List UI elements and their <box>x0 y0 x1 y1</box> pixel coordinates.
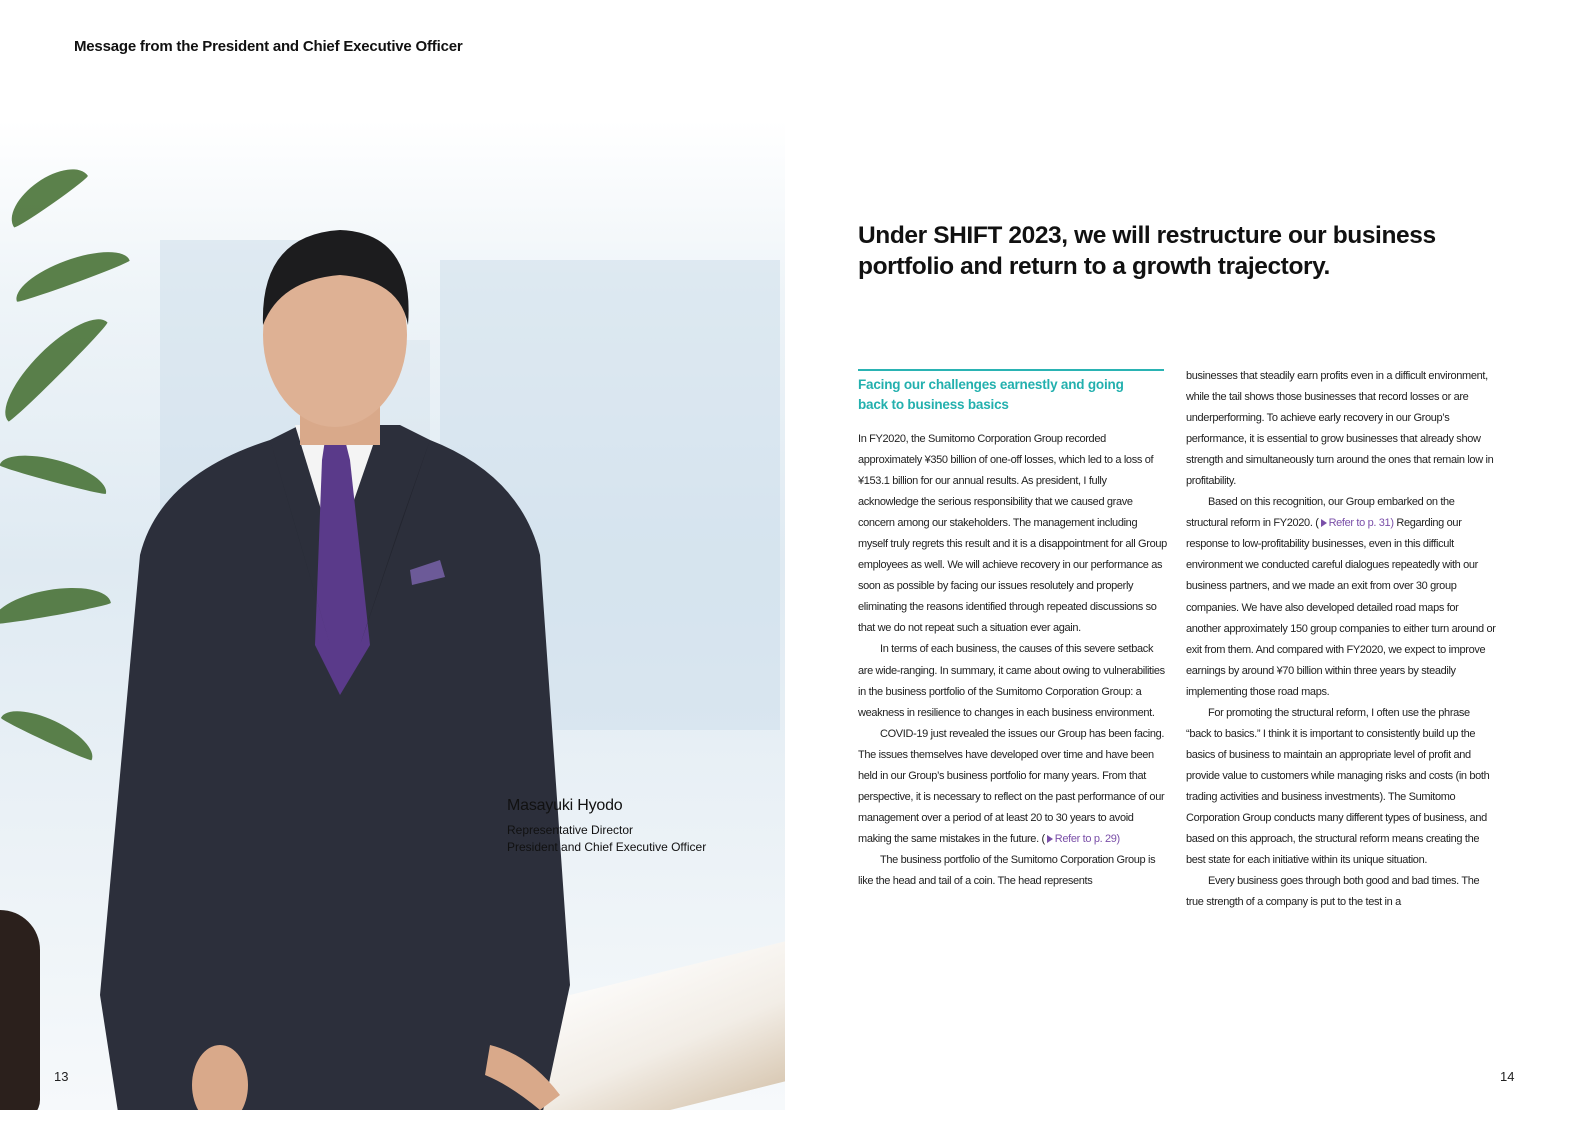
section-title: Message from the President and Chief Executive Officer <box>74 38 463 55</box>
paragraph: In terms of each business, the causes of this severe setback are wide-ranging. In summary, it came about owing to vulnerabilities in the business portfolio of the Sumitomo Corporation Group: a weakness in resilience to changes in each business environment. <box>858 643 1165 719</box>
page-reference-link[interactable] <box>1045 833 1120 845</box>
subhead-line-2: back to business basics <box>858 397 1009 412</box>
paragraph-text: Based on this recognition, our Group embarked on the structural reform in FY2020. ( <box>1186 496 1455 530</box>
paragraph-text: Regarding our response to low-profitability businesses, even in this difficult environment we conducted careful dialogues repeatedly with our business partners, and we made an exit from over 30 group companies. We have also developed detailed road maps for another approximately 150 group companies to either turn around or exit from them. And compared with FY2020, we expect to improve earnings by around ¥70 billion within three years by steadily implementing those road maps. <box>1186 517 1496 698</box>
paragraph: Every business goes through both good and bad times. The true strength of a company is put to the test in a <box>1186 875 1480 909</box>
role-line-2: President and Chief Executive Officer <box>507 840 707 854</box>
subhead-rule <box>858 369 1164 371</box>
paragraph: In FY2020, the Sumitomo Corporation Group recorded approximately ¥350 billion of one-off losses, which led to a loss of ¥153.1 billion for our annual results. As president, I fully acknowledge the serious responsibility that we caused grave concern among our stakeholders. The management including myself truly regrets this result and it is a disappointment for all Group employees as well. We will achieve recovery in our performance as soon as possible by facing our issues resolutely and properly eliminating the reasons identified through repeated discussions so that we do not repeat such a situation ever again. <box>858 433 1167 635</box>
president-figure <box>100 225 570 1110</box>
triangle-right-icon <box>1047 835 1053 843</box>
page-number-right: 14 <box>1500 1069 1515 1084</box>
subhead-line-1: Facing our challenges earnestly and going <box>858 377 1124 392</box>
person-role <box>507 822 706 856</box>
president-photo <box>0 120 785 1110</box>
subhead <box>858 375 1158 415</box>
paragraph <box>858 724 1168 850</box>
paragraph: businesses that steadily earn profits even in a difficult environment, while the tail shows those businesses that record losses or are underperforming. To achieve early recovery in our Group’s performance, it is essential to grow businesses that already show strength and simultaneously turn around the ones that remain low in profitability. <box>1186 370 1494 488</box>
person-name: Masayuki Hyodo <box>507 797 623 814</box>
paragraph: The business portfolio of the Sumitomo Corporation Group is like the head and tail of a coin. The head represents <box>858 853 1156 887</box>
paragraph: For promoting the structural reform, I often use the phrase “back to basics.” I think it is important to consistently build up the basics of business to maintain an appropriate level of profit and provide value to customers while managing risks and costs (in both trading activities and business investments). The Sumitomo Corporation Group conducts many different types of business, and based on this approach, the structural reform means creating the best state for each initiative within its unique situation. <box>1186 706 1490 867</box>
headline <box>858 220 1478 282</box>
page-number-left: 13 <box>54 1069 69 1084</box>
triangle-right-icon <box>1321 519 1327 527</box>
page-reference-link[interactable] <box>1319 517 1394 529</box>
page-reference-label: Refer to p. 31) <box>1328 517 1394 530</box>
role-line-1: Representative Director <box>507 823 634 837</box>
page-reference-label: Refer to p. 29) <box>1054 832 1120 845</box>
paragraph <box>1186 492 1496 702</box>
body-column-right <box>1186 366 1496 913</box>
headline-line-1: Under SHIFT 2023, we will restructure our business <box>858 222 1436 249</box>
headline-line-2: portfolio and return to a growth trajectory. <box>858 253 1330 280</box>
paragraph-text: COVID-19 just revealed the issues our Group has been facing. The issues themselves have developed over time and have been held in our Group’s business portfolio for many years. From that perspective, it is necessary to reflect on the past performance of our management over a period of at least 20 to 30 years to avoid making the same mistakes in the future. ( <box>858 727 1165 845</box>
body-column-left <box>858 429 1168 892</box>
